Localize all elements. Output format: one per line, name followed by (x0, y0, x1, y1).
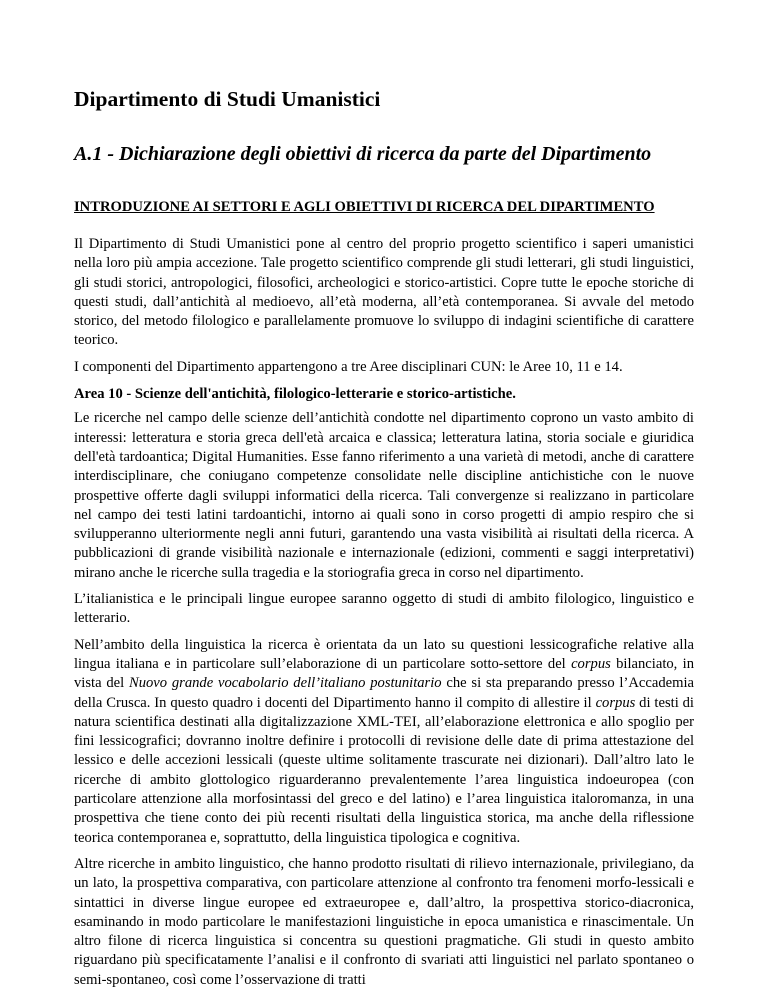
document-body (74, 235, 694, 994)
area10-heading: Area 10 - Scienze dell'antichità, filologico-letterarie e storico-artistiche. (74, 386, 516, 403)
corpus-term: corpus (571, 655, 611, 672)
text-run: che si sta preparando presso l’Accademia della Crusca. In questo quadro i docenti del Dipartimento hanno il compito di allestire il (74, 675, 694, 711)
paragraph-areas: I componenti del Dipartimento appartengono a tre Aree disciplinari CUN: le Aree 10, 11 e 14. (74, 358, 623, 375)
text-run: di testi di natura scientifica destinati alla digitalizzazione XML-TEI, all’elaborazione elettronica e allo spoglio per fini lessicografici; dovranno inoltre definire i protocolli di revisione delle date di prima attestazione del lessico e delle accezioni lessicali (queste ultime solitamente trascurate nei dizionari). Dall’altro lato le ricerche di ambito glottologico riguarderanno prevalentemente l’area linguistica indoeuropea (con particolare attenzione alla morfosintassi del greco e del latino) e l’area linguistica italoromanza, in una prospettiva che tiene conto dei più recenti risultati della linguistica storica, ma anche della riflessione teorica contemporanea e, soprattutto, della linguistica tipologica e cognitiva. (74, 694, 694, 846)
paragraph-italianistica: L’italianistica e le principali lingue europee saranno oggetto di studi di ambito filologico, linguistico e letterario. (74, 591, 694, 627)
paragraph-intro: Il Dipartimento di Studi Umanistici pone al centro del proprio progetto scientifico i saperi umanistici nella loro più ampia accezione. Tale progetto scientifico comprende gli studi letterari, gli studi linguistici, gli studi storici, antropologici, filosofici, archeologici e storico-artistici. Copre tutte le epoche storiche di questi studi, dall’antichità al medioevo, all’età moderna, all’età contemporanea. Si avvale del metodo storico, del metodo filologico e parallelamente promuove lo sviluppo di indagini scientifiche di carattere teorico. (74, 236, 694, 349)
text-run: bilanciato, in vista del (74, 655, 694, 692)
intro-heading: INTRODUZIONE AI SETTORI E AGLI OBIETTIVI DI RICERCA DEL DIPARTIMENTO (74, 199, 655, 215)
text-run: Nell’ambito della linguistica la ricerca è orientata da un lato su questioni lessicografiche relative alla lingua italiana e in particolare sull’elaborazione di un particolare sotto-settore del (74, 636, 694, 672)
document-title: Dipartimento di Studi Umanistici (74, 87, 381, 111)
section-title: A.1 - Dichiarazione degli obiettivi di ricerca da parte del Dipartimento (74, 143, 652, 165)
paragraph-antiquity: Le ricerche nel campo delle scienze dell’antichità condotte nel dipartimento coprono un vasto ambito di interessi: letteratura e storia greca dell'età arcaica e classica; letteratura latina, storia sociale e giuridica dell'età tardoantica; Digital Humanities. Esse fanno riferimento a una varietà di metodi, anche di carattere interdisciplinare, che coniugano competenze consolidate nelle discipline antichistiche con le nuove prospettive offerte dagli sviluppi informatici della ricerca. Tali convergenze si realizzano in particolare nel campo dei testi latini tardoantichi, intorno ai quali sono in corso progetti di ampio respiro che si svilupperanno ulteriormente negli anni futuri, garantendo una vasta visibilità ai risultati della ricerca. A pubblicazioni di grande visibilità nazionale e internazionale (edizioni, commenti e saggi interpretativi) mirano anche le ricerche sulla tragedia e la storiografia greca in corso nel dipartimento. (74, 410, 694, 581)
corpus-term: corpus (595, 694, 636, 711)
paragraph-other-research: Altre ricerche in ambito linguistico, che hanno prodotto risultati di rilievo internazionale, privilegiano, da un lato, la prospettiva comparativa, con particolare attenzione al confronto tra fenomeni morfo-lessicali e sintattici in diverse lingue europee ed extraeuropee e, dall’altro, la prospettiva storico-diacronica, esaminando in modo particolare le manifestazioni linguistiche in epoca umanistica e rinascimentale. Un altro filone di ricerca linguistica si concentra su questioni pragmatiche. Gli studi in questo ambito riguardano più specificatamente l’analisi e il confronto di svariati atti linguistici nel parlato spontaneo o semi-spontaneo, così come l’osservazione di tratti (74, 855, 694, 988)
vocabulary-title: Nuovo grande vocabolario dell’italiano postunitario (128, 675, 442, 692)
paragraph-linguistics (74, 636, 694, 848)
